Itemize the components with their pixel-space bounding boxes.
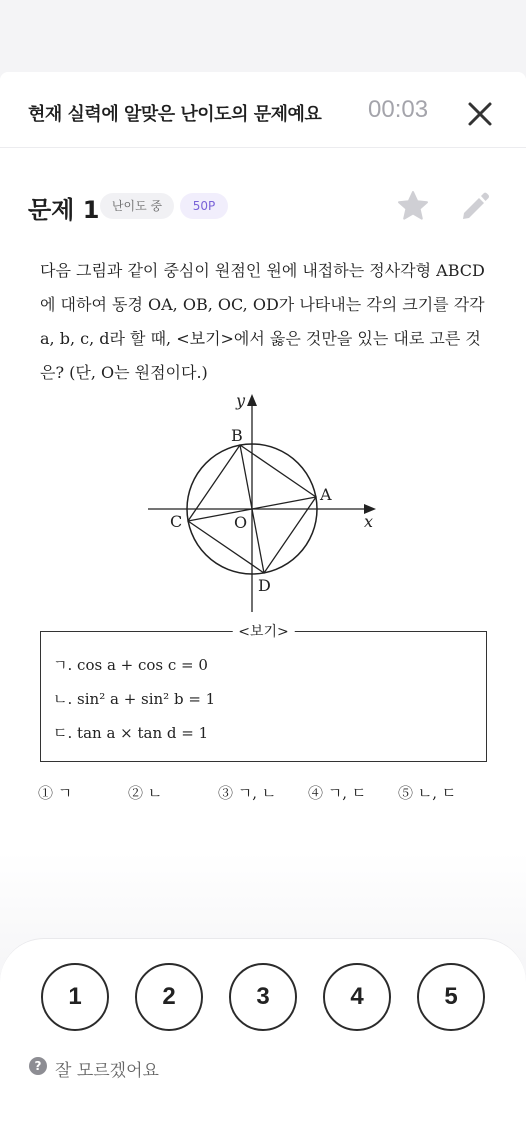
- question-icon: ?: [29, 1057, 47, 1075]
- answer-button-3[interactable]: 3: [229, 963, 297, 1031]
- pencil-icon[interactable]: [458, 189, 492, 223]
- axis-label-x: x: [364, 512, 374, 531]
- bogi-item-prefix: ㄴ.: [53, 690, 73, 708]
- bogi-item-1: [53, 654, 208, 675]
- point-label-o: O: [234, 513, 248, 532]
- point-label-a: A: [320, 485, 332, 504]
- status-area: [0, 0, 526, 72]
- circle-square-figure: [140, 390, 380, 620]
- answer-button-4[interactable]: 4: [323, 963, 391, 1031]
- star-icon[interactable]: [396, 189, 430, 223]
- difficulty-badge: 난이도 중: [100, 193, 174, 219]
- bogi-item-expr: cos a + cos c = 0: [77, 656, 208, 674]
- point-label-c: C: [170, 512, 183, 531]
- point-label-b: B: [231, 426, 243, 445]
- bogi-item-3: [53, 722, 208, 743]
- bogi-item-prefix: ㄷ.: [53, 724, 73, 742]
- choice-1: ① ㄱ: [38, 784, 73, 802]
- header: [0, 72, 526, 148]
- bogi-box: [40, 624, 487, 762]
- points-badge: 50P: [180, 193, 228, 219]
- bogi-item-2: [53, 688, 215, 709]
- point-label-d: D: [258, 576, 271, 595]
- choice-2: ② ㄴ: [128, 784, 163, 802]
- choice-3: ③ ㄱ, ㄴ: [218, 784, 277, 802]
- close-icon[interactable]: [466, 100, 494, 128]
- bogi-label: <보기>: [232, 621, 295, 641]
- axis-label-y: y: [236, 391, 246, 410]
- bogi-item-expr: tan a × tan d = 1: [77, 724, 209, 742]
- problem-text: 다음 그림과 같이 중심이 원점인 원에 내접하는 정사각형 ABCD에 대하여 동경 OA, OB, OC, OD가 나타내는 각의 크기를 각각 a, b, c, d라 할 때, <보기>에서 옳은 것만을 있는 대로 고른 것은? (단, O는 원점이다.): [40, 261, 485, 382]
- header-title: 현재 실력에 알맞은 난이도의 문제예요: [28, 104, 322, 125]
- choices-row: [38, 782, 488, 804]
- answer-button-2[interactable]: 2: [135, 963, 203, 1031]
- answer-button-5[interactable]: 5: [417, 963, 485, 1031]
- choice-4: ④ ㄱ, ㄷ: [308, 784, 367, 802]
- answer-panel: [0, 938, 526, 1140]
- problem-sheet: [0, 72, 526, 1140]
- dont-know-label: 잘 모르겠어요: [55, 1061, 159, 1081]
- bogi-item-prefix: ㄱ.: [53, 656, 73, 674]
- timer: 00:03: [368, 96, 429, 123]
- bogi-item-expr: sin² a + sin² b = 1: [77, 690, 216, 708]
- question-title: 문제 1: [28, 196, 100, 224]
- choice-5: ⑤ ㄴ, ㄷ: [398, 784, 457, 802]
- answer-button-1[interactable]: 1: [41, 963, 109, 1031]
